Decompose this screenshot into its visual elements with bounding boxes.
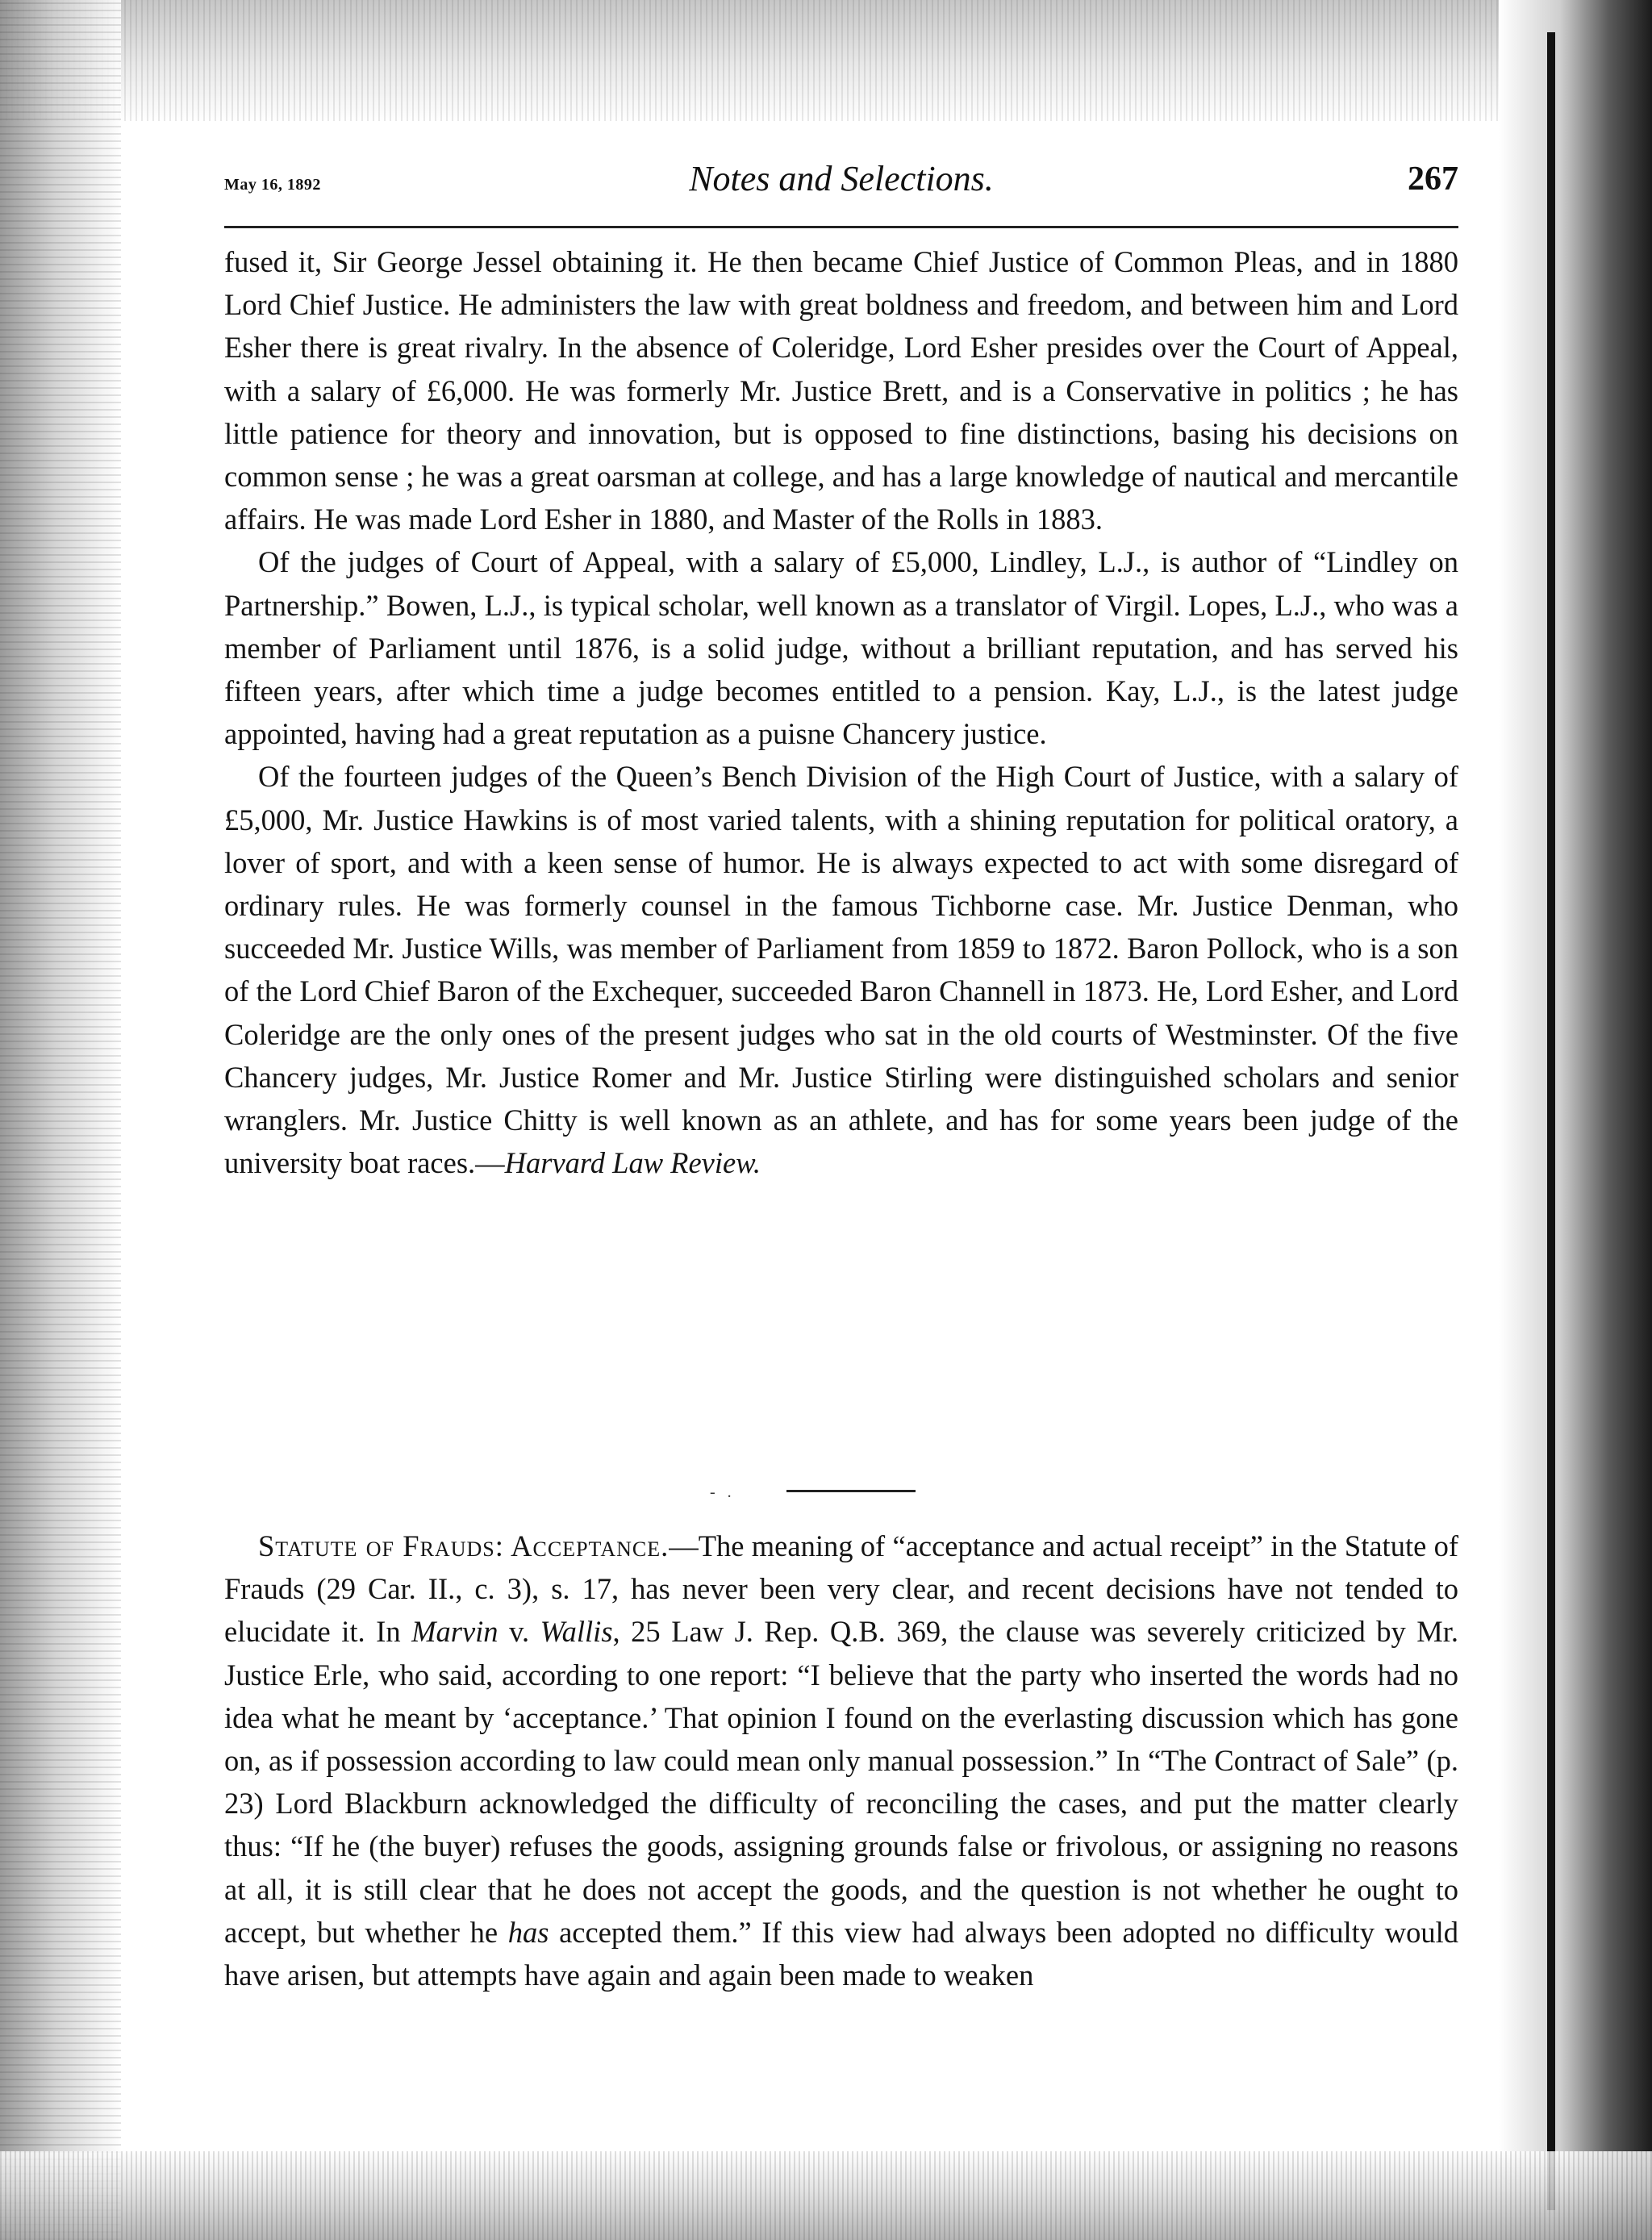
header-date: May 16, 1892 xyxy=(224,176,321,194)
case-versus: v. xyxy=(498,1615,540,1649)
source-dash: — xyxy=(475,1146,505,1180)
intro-text: —The meaning of “acceptance and actual receipt” in the Statute of Frauds (29 Car. II., c. 3), s. 17, has never been very clear, and recent decisions have not tended to elucidate it. In xyxy=(224,1529,1458,1649)
scan-edge-right xyxy=(1499,0,1652,2240)
paragraph-continued: fused it, Sir George Jessel obtaining it. He then became Chief Justice of Common Pleas, and in 1880 Lord Chief Justice. He administers the law with great boldness and freedom, and between him and Lord Esher there is great rivalry. In the absence of Coleridge, Lord Esher presides over the Court of Appeal, with a salary of £6,000. He was formerly Mr. Justice Brett, and is a Conservative in politics ; he has little patience for theory and innovation, but is opposed to fine distinctions, basing his decisions on common sense ; he was a great oarsman at college, and has a large knowledge of nautical and mercantile affairs. He was made Lord Esher in 1880, and Master of the Rolls in 1883. xyxy=(224,245,1458,536)
divider-marks: - . xyxy=(710,1483,732,1501)
page-number: 267 xyxy=(1408,161,1458,198)
middle-text: , 25 Law J. Rep. Q.B. 369, the clause was severely criticized by Mr. Justice Erle, who said, according to one report: “I believe that the party who inserted the words had no idea what he meant by ‘acceptance.’ That opinion I found on the everlasting discussion which has gone on, as if possession according to law could mean only manual possession.” In “The Contract of Sale” (p. 23) Lord Blackburn acknowledged the difficulty of reconciling the cases, and put the matter clearly thus: “If he (the buyer) refuses the goods, assigning grounds false or frivolous, or assigning no reasons at all, it is still clear that he does not accept the goods, and the question is not whether he ought to accept, but whether he xyxy=(224,1615,1458,1949)
section-divider xyxy=(786,1490,916,1492)
paragraph-queens-bench-text: Of the fourteen judges of the Queen’s Bench Division of the High Court of Justice, with a salary of £5,000, Mr. Justice Hawkins is of most varied talents, with a shining reputation for political oratory, a lover of sport, and with a keen sense of humor. He is always expected to act with some disregard of ordinary rules. He was formerly counsel in the famous Tichborne case. Mr. Justice Denman, who succeeded Mr. Justice Wills, was member of Parliament from 1859 to 1872. Baron Pollock, who is a son of the Lord Chief Baron of the Exchequer, succeeded Baron Channell in 1873. He, Lord Esher, and Lord Coleridge are the only ones of the present judges who sat in the old courts of Westminster. Of the five Chancery judges, Mr. Justice Romer and Mr. Justice Stirling were distinguished scholars and senior wranglers. Mr. Justice Chitty is well known as an athlete, and has for some years been judge of the university boat races. xyxy=(224,760,1458,1180)
article-judges xyxy=(224,240,1458,1184)
page-binding-shadow xyxy=(1547,32,1555,2210)
source-citation: Harvard Law Review. xyxy=(504,1146,761,1180)
case-name-plaintiff: Marvin xyxy=(411,1615,499,1649)
case-name-defendant: Wallis xyxy=(540,1615,613,1649)
running-header xyxy=(224,158,1458,215)
emphasis-has: has xyxy=(507,1915,549,1949)
scan-edge-bottom xyxy=(0,2151,1652,2240)
paragraph-queens-bench xyxy=(224,755,1458,1184)
header-title: Notes and Selections. xyxy=(689,159,994,198)
ending-text: accepted them.” If this view had always been adopted no difficulty would have arisen, but attempts have again and again been made to weaken xyxy=(224,1915,1458,1992)
scan-edge-left xyxy=(0,0,121,2240)
scan-edge-top xyxy=(0,0,1652,121)
header-rule xyxy=(224,226,1458,228)
paragraph-court-of-appeal: Of the judges of Court of Appeal, with a salary of £5,000, Lindley, L.J., is author of “Lindley on Partnership.” Bowen, L.J., is typical scholar, well known as a translator of Virgil. Lopes, L.J., who was a member of Parliament until 1876, is a solid judge, without a brilliant reputation, and has served his fifteen years, after which time a judge becomes entitled to a pension. Kay, L.J., is the latest judge appointed, having had a great reputation as a puisne Chancery justice. xyxy=(224,545,1458,751)
paragraph-statute-of-frauds xyxy=(224,1525,1458,1996)
section-heading: Statute of Frauds: Acceptance. xyxy=(258,1529,670,1562)
article-statute-of-frauds xyxy=(224,1525,1458,1996)
